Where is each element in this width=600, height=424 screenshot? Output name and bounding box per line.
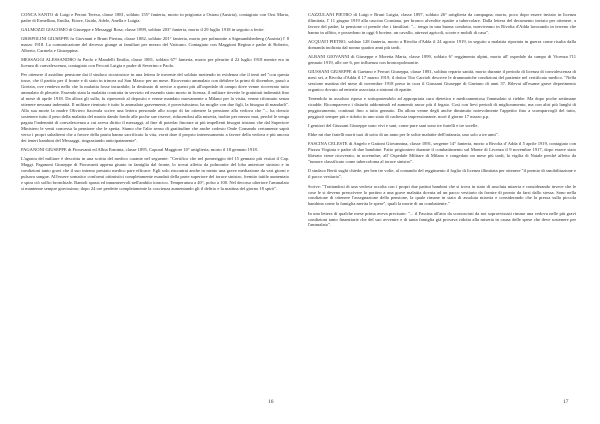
left-page <box>21 12 289 412</box>
paragraph: L'agonia del militare è descritta in una scritta del medico curante nel seguente: "Certifico che nel pomeriggio del 15 gennaio più visitai il Cap. Maggi. Paganoni Giuseppe di Fioravanti appena giunto in famiglia dal fronte, lo trovai affetto da polmonite del lobo anteriore sinistro e in condizioni tanto gravi che il suo interno prestato medico pare efficace. Egli solo riscontrai anche in meato una grave mediazione da vari giorni e pulsava sangue. All'essere somatico conformi ottimistici completamente esaudati della parte superiore del torace sinistro, fremito tattile aumentato e spira ciò soffio bronchiale. Rantoli spassi ed innumerevoli nell'ambito toracico. Temperatura a 40°, polso a 100. Nel decorso ulteriore l'ammalato si mantenne sempre gravissimo; dopo 24 ore perdette completamente la coscienza aumentando gli il delirio e la mattina del giorno 18 spirò". <box>21 156 289 191</box>
page-number-right: 17 <box>563 399 569 405</box>
paragraph: I genitori del Giussani Giuseppe sono vivi e sani, come pure sani sono tre fratelli e tre sorelle. <box>308 123 479 129</box>
paragraph: FASCINA CELESTE di Angelo e Gattoni Giovannina, classe 1891, sergente 14° fanteria, morto a Rivolta d' Adda il 5 aprile 1919, contagiato con Pizzza Virginia e padre di due bambine. Fatto prigioniero durante il combattimento sul Monte di Livenza il 9 novembre 1917, dopo essere stato liberato viene ricoverato, in novembre, all' Ospedale Militare di Milano e congedato un mese più tardi, la vigilia di Natale perché affetto da "tumore classificato come tubercoloma al torace sinistro". <box>308 141 576 165</box>
paragraph: Ebbe mi due fratelli morti tuoi di sotto di un anno per le solite malattie dell'infanzia, uno solo a tre anni". <box>308 132 499 138</box>
paragraph: GIUSSANI GIUSEPPE di Gaetano e Ferrari Giuseppa, classe 1881, soldato reparto sanità, morto durante il periodo di licenza di convalescenza di mesi sei, a Rivolta d'Adda il 17 marzo 1919, il dottor Tito Carrioli descrive le drammatiche condizioni del paziente nel certificato medico. "Nella sessione mattina del mese di novembre 1918 preso in cura il Giussani Giuseppe di Gaetano di anni 37. Rilevai all'esame grave deperimento organico dovuto ad enterite associata a sintomi di epatite. <box>308 69 576 93</box>
paragraph: PAGANONI GIUSEPPE di Fioravanti ed Albia Erminia, classe 1895, Caporal Maggiore 10° artiglieria, morto il 18 gennaio 1918. <box>21 147 258 152</box>
paragraph: GALMOZZI GIACOMO di Giuseppe e Messaggi Rosa, classe 1899, soldato 203° fanteria, morto il 29 luglio 1918 in seguito a ferite. <box>21 27 265 33</box>
paragraph: GRISPOLINI GIUSEPPE fu Giovanni e Bruni Pierina, classe 1882, soldato 201° fanteria, morto per polmonite a Sigmundsherberg (Austria) l' 8 marzo 1918. La comunicazione del decesso giunge ai familiari per mezzo del Vaticano. Contagiato con Maggioni Regina e padre di Roberto, Alberto, Carmela e Giuseppina. <box>21 36 289 54</box>
right-page <box>308 12 576 412</box>
paragraph: ALBANI GIOVANNI di Giuseppe e Moretta Maria, classe 1899, soldato 6° reggimento alpini, morto all' ospedale da campo di Vicenza l'11 gennaio 1919, alle ore 6, per influenza con broncopolmonite. <box>308 54 576 66</box>
paragraph: Il sindaco Bertò sughi chiede, per ben tre volte, al comando del reggimento il foglio di licenza illimitata per ottenere "il premio di smobilitazione e il pacco vestiario". <box>308 168 576 180</box>
paragraph: In una lettera di qualche mese prima aveva precisato: "... il Fascina all'atto da sconosciuti da noi sopravvissuti rimase una vedova nelle più gravi condizioni tanto finanziarie che del suo avvenire e di tanta famiglia già provava ridotta alla miseria in causa delle spese che deve sostenere per l'ammalato". <box>308 210 576 228</box>
paragraph: Scrive: "Trattandosi di una vedova accolta con i propri due pattini bambini che si trova in stato di assoluta miseria e considerando invece che le cose le si deveno prescrivere lo portino a una grave malattia dovuta ad un pacco vestiario da fornire di pronto da farsi dallo stessa. Sono nella condizione di ottenere l'assegnazione della pensione, la quale rimane in stato di assoluta miseria e considerando che la pressa sulla piccola bambina come la famiglia merita le spese", quali la morte di un combattente." <box>308 183 576 207</box>
paragraph: Per ottenere il assidino pensione dai il sindaco ricostruisce in una lettera le travenie del soldato mettendo in evidenza che il tenti nel "con questa tosse, che il partito per il fronte e di stato in trincea sul San Marco per un mese. Ricoverato ammalato con debilere la primi di dicembre, passò a Gorizia, ove rendeva nello che la malattia fosse incurabile, la destinato di servire a questi più all'ospedale di campo dove venne ricoverato tutto ammalato di pleurite. Essendo stata la malattia contratta in servizio ed essendo stato morto in licenza, il militare tievette le gratuitati indennità fino al mese di aprile 1918. Da allora gli sulla, fu ripresentò al deposito e venne mandato nuovamente a Milano per la visita, venne riformato senza ottenere nessuna indennità. Il militare rientrato è tutto lo ammalato gravemente, è poveristissimo, ha moglie con due figli, la bisogna di mandarli". Alla sua morte la madre Oliviero fiacerala scrive una lettera personale allo scopo di far ottenere la pensione alla vedova che "... ha dovuto sostenere tutto il peso della malattia del marito dando fondo alle poche sue riserve, riducendosi alla miseria, inoltre per mezzo mai, perché le venga pagata l'indennità di convalescenza a cui aveva diritto il messaggi, al fine di poterlar finorare ai più impellenti bisogni tristano che dal Superiore Ministero le venti concessa la pensione che le spetta. Siamo che l'alto senso di gratitudine che anche codesto Onde Comando certamente saprà verso i propri subalterni che a favore della patria hanno sacrificato la vita, vorrà dare il proprio interessamento a favore della vedova e più ancora dei teneri bambini del Messaggi, ringraziando anticipatamente". <box>21 72 289 143</box>
paragraph: MESSAGGI ALESSANDRO fu Paolo e Mandelli Emilia, classe 1881, soldato 67° fanteria, morto per pleurite il 22 luglio 1918 mentre era in licenza di convalescenza, contagiato con Peccati Luigia e padre di Severino e Paolo. <box>21 57 289 69</box>
paragraph: CONCA SANTO di Luigi e Peroni Teresa, classe 1881, soldato 155° fanteria, morto in prigionia a Ostrau (Austria), contagiato con Orsi Marta, padre di Ermellina, Emilia, Ettore, Guido, Adele, Anella e Luigia. <box>21 12 289 23</box>
paragraph: CAZZULANI PIETRO di Luigi e Bruni Luigia, classe 1897, soldato 26° artiglieria da campagna, morto, poco dopo essere inviato in licenza illimitata, l' 11 giugno 1919 alla cascina Corniana, per bronco alveolite epatite a tubercolare. Dalla lettera del decumento inviato per ottenere, a favore del padre, la pensione ci prende che i familiari: "... tenga in una buona condotta, nonviveano in Rivolta d'Adda lavorando in terreno che hanno in affitto, e possedono in oggi 6 bovine, un cavallo, attrezzi agricoli, scorte e mobili di casa". <box>308 12 576 35</box>
paragraph: ACQUATI PIETRO, soldato 128 fanteria, morto a Rivolta d'Adda il 24 agosto 1919, in seguito a malattia riportata in guerra come risulta dalla domanda inoltrata dal nonno quattro anni più tardi. <box>308 39 576 50</box>
page-number-left: 16 <box>268 399 274 405</box>
paragraph: Tenendolo in assoluto riposo e sottoponendolo ad appropriata cura dietetica e medicamentosa l'ammalato si riebbe. Ma dopo poche settimane ricadde. Ricomparvero i disturbi addominali ed aumentò ancor più il fegato. Così con lievi periodi di miglioramento, ma con altri più lunghi di peggioramento, continuò fino a tutto gennaio. Da allora venne degli anche diminuito notevolmente l'appetito fino a scomparvoglì del tutto, peggiorò sempre più e ridotto in uno stato di cachessia impressionante, morì il giorno 17 marzo p.p. <box>308 96 576 120</box>
